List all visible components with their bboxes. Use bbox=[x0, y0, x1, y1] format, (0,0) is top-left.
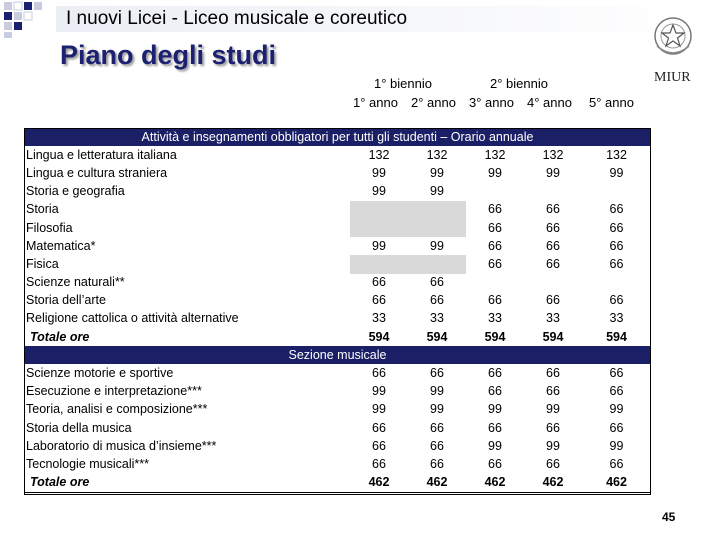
hours-cell: 99 bbox=[546, 165, 560, 180]
hours-cell: 99 bbox=[488, 402, 502, 417]
hours-cell: 66 bbox=[372, 366, 386, 381]
hours-cell: 66 bbox=[488, 420, 502, 435]
section-title-common: Attività e insegnamenti obbligatori per tutti gli studenti – Orario annuale bbox=[24, 128, 651, 146]
hours-cell bbox=[582, 183, 651, 201]
subject-label: Storia della musica bbox=[26, 420, 132, 435]
header-year-1: 1° anno bbox=[353, 95, 398, 110]
hours-cell: 594 bbox=[484, 329, 506, 344]
hours-cell: 132 bbox=[606, 147, 627, 162]
hours-cell bbox=[582, 274, 651, 292]
table-row bbox=[24, 146, 651, 164]
page-title: Piano degli studi bbox=[60, 40, 277, 70]
header-biennio-2: 2° biennio bbox=[490, 76, 548, 91]
section-header-music bbox=[24, 346, 651, 364]
hours-cell: 66 bbox=[609, 420, 624, 435]
hours-cell: 33 bbox=[609, 311, 624, 326]
hours-cell: 66 bbox=[546, 220, 560, 235]
subject-label: Storia e geografia bbox=[26, 184, 125, 199]
hours-cell: 66 bbox=[488, 238, 502, 253]
subject-label: Lingua e letteratura italiana bbox=[26, 147, 177, 162]
hours-cell bbox=[350, 201, 408, 219]
table-row bbox=[24, 292, 651, 310]
hours-cell: 99 bbox=[372, 384, 386, 399]
section-title-music: Sezione musicale bbox=[24, 346, 651, 364]
header-year-3: 3° anno bbox=[469, 95, 514, 110]
table-row bbox=[24, 237, 651, 255]
republic-emblem-icon bbox=[651, 14, 695, 60]
hours-cell: 462 bbox=[408, 474, 466, 493]
hours-cell bbox=[408, 219, 466, 237]
heading-main: Liceo musicale e coreutico bbox=[183, 8, 408, 29]
table-row bbox=[24, 383, 651, 401]
hours-cell: 594 bbox=[368, 329, 390, 344]
hours-cell: 99 bbox=[372, 238, 386, 253]
total-row-common bbox=[24, 328, 651, 346]
hours-cell: 66 bbox=[546, 238, 560, 253]
hours-cell bbox=[524, 183, 582, 201]
table-row bbox=[24, 437, 651, 455]
hours-cell: 66 bbox=[372, 420, 386, 435]
hours-cell: 99 bbox=[372, 165, 386, 180]
table-row bbox=[24, 401, 651, 419]
hours-cell: 66 bbox=[372, 293, 386, 308]
hours-cell bbox=[408, 201, 466, 219]
hours-cell: 66 bbox=[546, 366, 560, 381]
hours-cell: 462 bbox=[466, 474, 524, 493]
hours-cell: 66 bbox=[546, 256, 560, 271]
header-year-2: 2° anno bbox=[411, 95, 456, 110]
hours-cell bbox=[466, 183, 524, 201]
hours-cell: 594 bbox=[606, 329, 627, 344]
corner-decoration bbox=[2, 0, 54, 40]
subject-label: Esecuzione e interpretazione*** bbox=[26, 384, 202, 399]
hours-cell: 99 bbox=[546, 438, 560, 453]
hours-cell bbox=[350, 255, 408, 273]
hours-cell: 66 bbox=[609, 256, 624, 271]
hours-cell: 99 bbox=[430, 238, 444, 253]
subject-label: Matematica* bbox=[26, 238, 96, 253]
hours-cell: 462 bbox=[582, 474, 651, 493]
subject-label: Laboratorio di musica d’insieme*** bbox=[26, 438, 217, 453]
slide-heading bbox=[66, 8, 407, 30]
hours-cell: 594 bbox=[426, 329, 448, 344]
hours-cell: 99 bbox=[488, 165, 502, 180]
hours-cell: 66 bbox=[609, 220, 624, 235]
hours-cell: 66 bbox=[609, 293, 624, 308]
hours-cell: 99 bbox=[372, 402, 386, 417]
hours-cell: 66 bbox=[609, 384, 624, 399]
hours-cell: 132 bbox=[484, 147, 506, 162]
hours-cell: 66 bbox=[546, 420, 560, 435]
hours-cell: 66 bbox=[372, 275, 386, 290]
hours-cell: 462 bbox=[524, 474, 582, 493]
hours-cell: 66 bbox=[430, 293, 444, 308]
hours-cell: 132 bbox=[368, 147, 390, 162]
table-row bbox=[24, 274, 651, 292]
hours-cell: 99 bbox=[430, 184, 444, 199]
subject-label: Storia dell’arte bbox=[26, 293, 106, 308]
study-plan-table bbox=[24, 128, 651, 493]
hours-cell: 462 bbox=[350, 474, 408, 493]
hours-cell: 66 bbox=[609, 202, 624, 217]
subject-label: Tecnologie musicali*** bbox=[26, 456, 149, 471]
hours-cell: 66 bbox=[546, 384, 560, 399]
hours-cell: 66 bbox=[609, 456, 624, 471]
table-row bbox=[24, 419, 651, 437]
subject-label: Filosofia bbox=[26, 220, 73, 235]
total-row-music bbox=[24, 474, 651, 493]
subject-label: Lingua e cultura straniera bbox=[26, 165, 168, 180]
subject-label: Totale ore bbox=[24, 474, 350, 493]
hours-cell bbox=[408, 255, 466, 273]
hours-cell: 99 bbox=[609, 402, 624, 417]
subject-label: Totale ore bbox=[30, 329, 90, 344]
hours-cell: 66 bbox=[372, 438, 386, 453]
table-row bbox=[24, 201, 651, 219]
hours-cell bbox=[524, 274, 582, 292]
hours-cell: 66 bbox=[488, 256, 502, 271]
table-row bbox=[24, 164, 651, 182]
hours-cell: 66 bbox=[609, 366, 624, 381]
hours-cell: 33 bbox=[430, 311, 444, 326]
section-header-common bbox=[24, 128, 651, 146]
header-year-4: 4° anno bbox=[527, 95, 572, 110]
hours-cell: 132 bbox=[542, 147, 564, 162]
hours-cell: 66 bbox=[546, 202, 560, 217]
subject-label: Scienze motorie e sportive bbox=[26, 366, 174, 381]
hours-cell: 33 bbox=[488, 311, 502, 326]
hours-cell: 66 bbox=[488, 366, 502, 381]
subject-label: Fisica bbox=[26, 256, 59, 271]
subject-label: Storia bbox=[26, 202, 59, 217]
header-year-5: 5° anno bbox=[589, 95, 634, 110]
subject-label: Scienze naturali** bbox=[26, 275, 125, 290]
hours-cell: 99 bbox=[430, 384, 444, 399]
hours-cell: 66 bbox=[488, 456, 502, 471]
hours-cell: 99 bbox=[430, 402, 444, 417]
table-row bbox=[24, 255, 651, 273]
hours-cell: 99 bbox=[488, 438, 502, 453]
subject-label: Religione cattolica o attività alternative bbox=[26, 311, 239, 326]
hours-cell bbox=[466, 274, 524, 292]
page-number: 45 bbox=[662, 510, 676, 524]
subject-label: Teoria, analisi e composizione*** bbox=[26, 402, 208, 417]
table-row bbox=[24, 364, 651, 382]
table-row bbox=[24, 219, 651, 237]
hours-cell: 66 bbox=[430, 420, 444, 435]
hours-cell: 66 bbox=[488, 384, 502, 399]
header-biennio-1: 1° biennio bbox=[374, 76, 432, 91]
hours-cell: 66 bbox=[546, 293, 560, 308]
hours-cell: 33 bbox=[372, 311, 386, 326]
hours-cell bbox=[350, 219, 408, 237]
hours-cell: 66 bbox=[430, 275, 444, 290]
hours-cell: 99 bbox=[372, 184, 386, 199]
hours-cell: 594 bbox=[542, 329, 564, 344]
hours-cell: 99 bbox=[546, 402, 560, 417]
hours-cell: 66 bbox=[488, 202, 502, 217]
hours-cell: 99 bbox=[430, 165, 444, 180]
table-row bbox=[24, 183, 651, 201]
miur-logo-text: MIUR bbox=[654, 70, 691, 85]
hours-cell: 66 bbox=[372, 456, 386, 471]
hours-cell: 99 bbox=[609, 165, 624, 180]
hours-cell: 99 bbox=[609, 438, 624, 453]
hours-cell: 66 bbox=[430, 456, 444, 471]
table-row bbox=[24, 455, 651, 473]
hours-cell: 66 bbox=[488, 293, 502, 308]
hours-cell: 66 bbox=[430, 438, 444, 453]
hours-cell: 132 bbox=[426, 147, 448, 162]
hours-cell: 33 bbox=[546, 311, 560, 326]
hours-cell: 66 bbox=[546, 456, 560, 471]
table-row bbox=[24, 310, 651, 328]
hours-cell: 66 bbox=[430, 366, 444, 381]
hours-cell: 66 bbox=[488, 220, 502, 235]
hours-cell: 66 bbox=[609, 238, 624, 253]
heading-prefix: I nuovi Licei - bbox=[66, 8, 178, 29]
